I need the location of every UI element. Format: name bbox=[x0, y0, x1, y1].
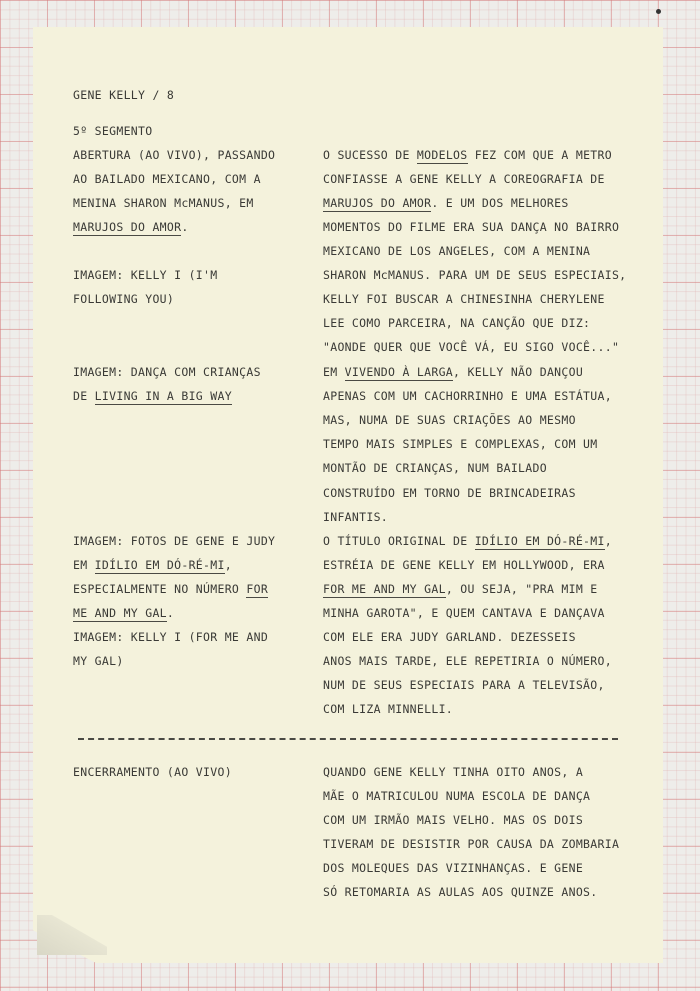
right-p1-line-5: MEXICANO DE LOS ANGELES, COM A MENINA bbox=[323, 244, 591, 258]
film-title-modelos: MODELOS bbox=[416, 148, 468, 162]
film-title-idilio: IDÍLIO EM DÓ-RÉ-MI bbox=[94, 558, 225, 572]
film-title-idilio-right: IDÍLIO EM DÓ-RÉ-MI bbox=[474, 534, 605, 548]
left-imagem-2-line-1: IMAGEM: DANÇA COM CRIANÇAS bbox=[73, 365, 261, 379]
right-p2-line-6: CONSTRUÍDO EM TORNO DE BRINCADEIRAS bbox=[323, 486, 576, 500]
thumbtack-dot bbox=[656, 9, 661, 14]
left-abertura-line-3: MENINA SHARON McMANUS, EM bbox=[73, 196, 254, 210]
right-p1-line-1: O SUCESSO DE MODELOS FEZ COM QUE A METRO bbox=[323, 148, 612, 162]
right-p2-line-5: MONTÃO DE CRIANÇAS, NUM BAILADO bbox=[323, 461, 547, 475]
film-title-living: LIVING IN A BIG WAY bbox=[94, 389, 232, 403]
left-fotos-line-2: EM IDÍLIO EM DÓ-RÉ-MI, bbox=[73, 558, 232, 572]
right-p4-line-5: DOS MOLEQUES DAS VIZINHANÇAS. E GENE bbox=[323, 861, 584, 875]
left-fotos-line-1: IMAGEM: FOTOS DE GENE E JUDY bbox=[73, 534, 276, 548]
right-p4-line-1: QUANDO GENE KELLY TINHA OITO ANOS, A bbox=[323, 765, 584, 779]
right-p4-line-6: SÓ RETOMARIA AS AULAS AOS QUINZE ANOS. bbox=[323, 885, 598, 899]
song-title-for: FOR bbox=[246, 582, 269, 596]
dashed-divider bbox=[78, 738, 618, 740]
right-p1-line-9: "AONDE QUER QUE VOCÊ VÁ, EU SIGO VOCÊ..." bbox=[323, 340, 620, 354]
left-imagem-2-line-2: DE LIVING IN A BIG WAY bbox=[73, 389, 232, 403]
segment-title: 5º SEGMENTO bbox=[73, 124, 153, 138]
right-p4-line-2: MÃE O MATRICULOU NUMA ESCOLA DE DANÇA bbox=[323, 789, 591, 803]
right-p3-line-5: COM ELE ERA JUDY GARLAND. DEZESSEIS bbox=[323, 630, 576, 644]
right-p4-line-3: COM UM IRMÃO MAIS VELHO. MAS OS DOIS bbox=[323, 813, 584, 827]
folded-corner bbox=[37, 915, 107, 955]
left-fotos-line-3: ESPECIALMENTE NO NÚMERO FOR bbox=[73, 582, 269, 596]
right-p1-line-2: CONFIASSE A GENE KELLY A COREOGRAFIA DE bbox=[323, 172, 605, 186]
song-title-me-and-my-gal: ME AND MY GAL bbox=[73, 606, 167, 620]
right-p1-line-7: KELLY FOI BUSCAR A CHINESINHA CHERYLENE bbox=[323, 292, 605, 306]
song-title-for-me-right: FOR ME AND MY GAL bbox=[323, 582, 446, 596]
right-p3-line-7: NUM DE SEUS ESPECIAIS PARA A TELEVISÃO, bbox=[323, 678, 605, 692]
left-encerramento: ENCERRAMENTO (AO VIVO) bbox=[73, 765, 232, 779]
right-p1-line-6: SHARON McMANUS. PARA UM DE SEUS ESPECIAIS, bbox=[323, 268, 627, 282]
left-imagem-1-line-1: IMAGEM: KELLY I (I'M bbox=[73, 268, 218, 282]
left-imagem-3-line-1: IMAGEM: KELLY I (FOR ME AND bbox=[73, 630, 269, 644]
right-p3-line-2: ESTRÉIA DE GENE KELLY EM HOLLYWOOD, ERA bbox=[323, 558, 605, 572]
left-abertura-line-1: ABERTURA (AO VIVO), PASSANDO bbox=[73, 148, 276, 162]
page-header: GENE KELLY / 8 bbox=[73, 88, 175, 102]
right-p2-line-2: APENAS COM UM CACHORRINHO E UMA ESTÁTUA, bbox=[323, 389, 612, 403]
left-imagem-1-line-2: FOLLOWING YOU) bbox=[73, 292, 175, 306]
left-imagem-3-line-2: MY GAL) bbox=[73, 654, 124, 668]
right-p4-line-4: TIVERAM DE DESISTIR POR CAUSA DA ZOMBARIA bbox=[323, 837, 620, 851]
film-title-marujos: MARUJOS DO AMOR bbox=[73, 220, 182, 234]
right-p2-line-4: TEMPO MAIS SIMPLES E COMPLEXAS, COM UM bbox=[323, 437, 598, 451]
right-p2-line-7: INFANTIS. bbox=[323, 510, 389, 524]
film-title-vivendo: VIVENDO À LARGA bbox=[344, 365, 454, 379]
right-p3-line-6: ANOS MAIS TARDE, ELE REPETIRIA O NÚMERO, bbox=[323, 654, 612, 668]
right-p1-line-8: LEE COMO PARCEIRA, NA CANÇÃO QUE DIZ: bbox=[323, 316, 591, 330]
right-p3-line-1: O TÍTULO ORIGINAL DE IDÍLIO EM DÓ-RÉ-MI, bbox=[323, 534, 612, 548]
right-p2-line-1: EM VIVENDO À LARGA, KELLY NÃO DANÇOU bbox=[323, 365, 584, 379]
left-abertura-line-4: MARUJOS DO AMOR. bbox=[73, 220, 189, 234]
right-p1-line-4: MOMENTOS DO FILME ERA SUA DANÇA NO BAIRRO bbox=[323, 220, 620, 234]
right-p3-line-3: FOR ME AND MY GAL, OU SEJA, "PRA MIM E bbox=[323, 582, 598, 596]
right-p3-line-8: COM LIZA MINNELLI. bbox=[323, 702, 454, 716]
right-p1-line-3: MARUJOS DO AMOR. E UM DOS MELHORES bbox=[323, 196, 569, 210]
right-p2-line-3: MAS, NUMA DE SUAS CRIAÇÕES AO MESMO bbox=[323, 413, 576, 427]
film-title-marujos-right: MARUJOS DO AMOR bbox=[323, 196, 432, 210]
left-abertura-line-2: AO BAILADO MEXICANO, COM A bbox=[73, 172, 261, 186]
left-fotos-line-4: ME AND MY GAL. bbox=[73, 606, 175, 620]
right-p3-line-4: MINHA GAROTA", E QUEM CANTAVA E DANÇAVA bbox=[323, 606, 605, 620]
